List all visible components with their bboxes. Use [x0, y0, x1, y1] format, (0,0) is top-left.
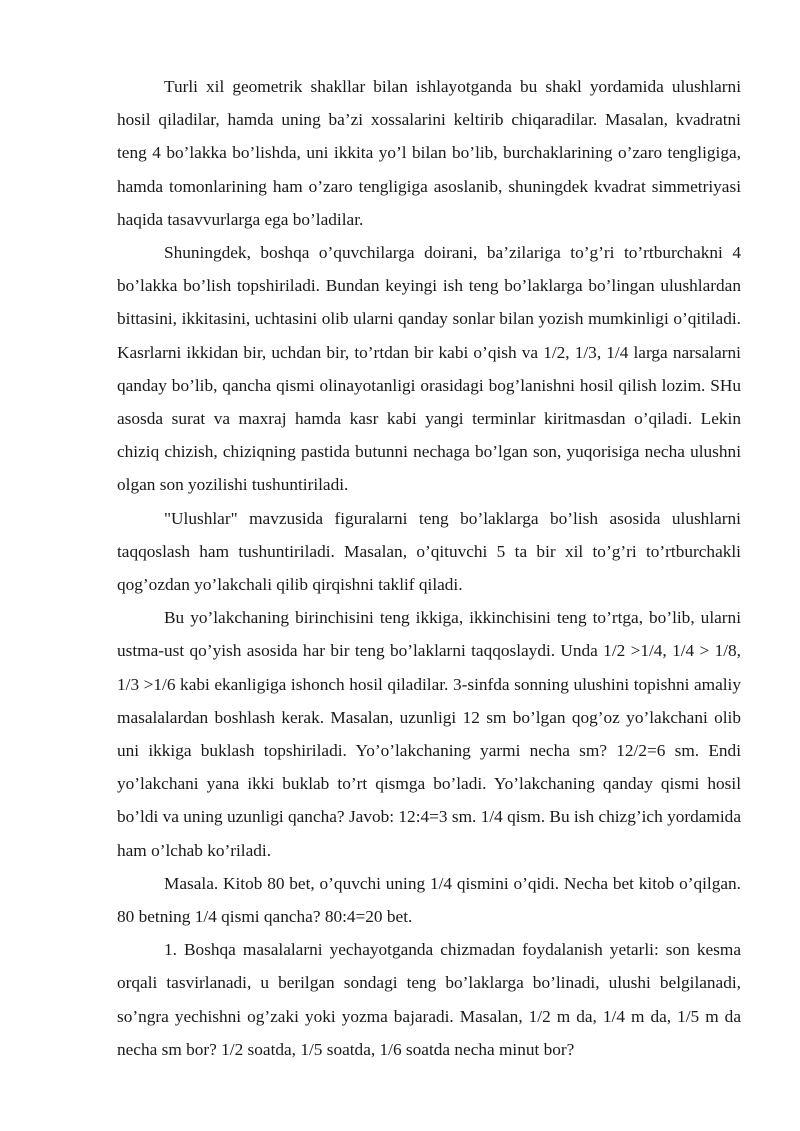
- paragraph-diagram-usage: 1. Boshqa masalalarni yechayotganda chizmadan foydalanish yetarli: son kesma orqali tasvirlanadi, u berilgan sondagi teng bo’laklarga bo’linadi, ulushi belgilanadi, so’ngra yechishni og’zaki yoki yozma bajaradi. Masalan, 1/2 m da, 1/4 m da, 1/5 m da necha sm bor? 1/2 soatda, 1/5 soatda, 1/6 soatda necha minut bor?: [117, 940, 741, 1059]
- paragraph-ulushlar-topic: "Ulushlar" mavzusida figuralarni teng bo’laklarga bo’lish asosida ulushlarni taqqoslash ham tushuntiriladi. Masalan, o’qituvchi 5 ta bir xil to’g’ri to’rtburchakli qog’ozdan yo’lakchali qilib qirqishni taklif qiladi.: [117, 508, 741, 595]
- paragraph-dividing-circle: Shuningdek, boshqa o’quvchilarga doirani, ba’zilariga to’g’ri to’rtburchakni 4 bo’lakka bo’lish topshiriladi. Bundan keyingi ish teng bo’laklarga bo’lingan ulushlardan bittasini, ikkitasini, uchtasini olib ularni qanday sonlar bilan yozish mumkinligi o’qitiladi. Kasrlarni ikkidan bir, uchdan bir, to’rtdan bir kabi o’qish va 1/2, 1/3, 1/4 larga narsalarni qanday bo’lib, qancha qismi olinayotanligi orasidagi bog’lanishni hosil qilish lozim. SHu asosda surat va maxraj hamda kasr kabi yangi terminlar kiritmasdan o’qiladi. Lekin chiziq chizish, chiziqning pastida butunni nechaga bo’lgan son, yuqorisiga necha ulushni olgan son yozilishi tushuntiriladi.: [117, 243, 741, 495]
- paragraph-book-problem: Masala. Kitob 80 bet, o’quvchi uning 1/4 qismini o’qidi. Necha bet kitob o’qilgan. 80 betning 1/4 qismi qancha? 80:4=20 bet.: [117, 873, 741, 927]
- document-page: [117, 70, 741, 1066]
- paragraph-strip-comparison: Bu yo’lakchaning birinchisini teng ikkiga, ikkinchisini teng to’rtga, bo’lib, ularni ustma-ust qo’yish asosida har bir teng bo’laklarni taqqoslaydi. Unda 1/2 >1/4, 1/4 > 1/8, 1/3 >1/6 kabi ekanligiga ishonch hosil qiladilar. 3-sinfda sonning ulushini topishni amaliy masalalardan boshlash kerak. Masalan, uzunligi 12 sm bo’lgan qog’oz yo’lakchani olib uni ikkiga buklash topshiriladi. Yo’o’lakchaning yarmi necha sm? 12/2=6 sm. Endi yo’lakchani yana ikki buklab to’rt qismga bo’ladi. Yo’lakchaning qanday qismi hosil bo’ldi va uning uzunligi qancha? Javob: 12:4=3 sm. 1/4 qism. Bu ish chizg’ich yordamida ham o’lchab ko’riladi.: [117, 608, 741, 860]
- paragraph-geometric-shapes: Turli xil geometrik shakllar bilan ishlayotganda bu shakl yordamida ulushlarni hosil qiladilar, hamda uning ba’zi xossalarini keltirib chiqaradilar. Masalan, kvadratni teng 4 bo’lakka bo’lishda, uni ikkita yo’l bilan bo’lib, burchaklarining o’zaro tengligiga, hamda tomonlarining ham o’zaro tengligiga asoslanib, shuningdek kvadrat simmetriyasi haqida tasavvurlarga ega bo’ladilar.: [117, 77, 741, 229]
